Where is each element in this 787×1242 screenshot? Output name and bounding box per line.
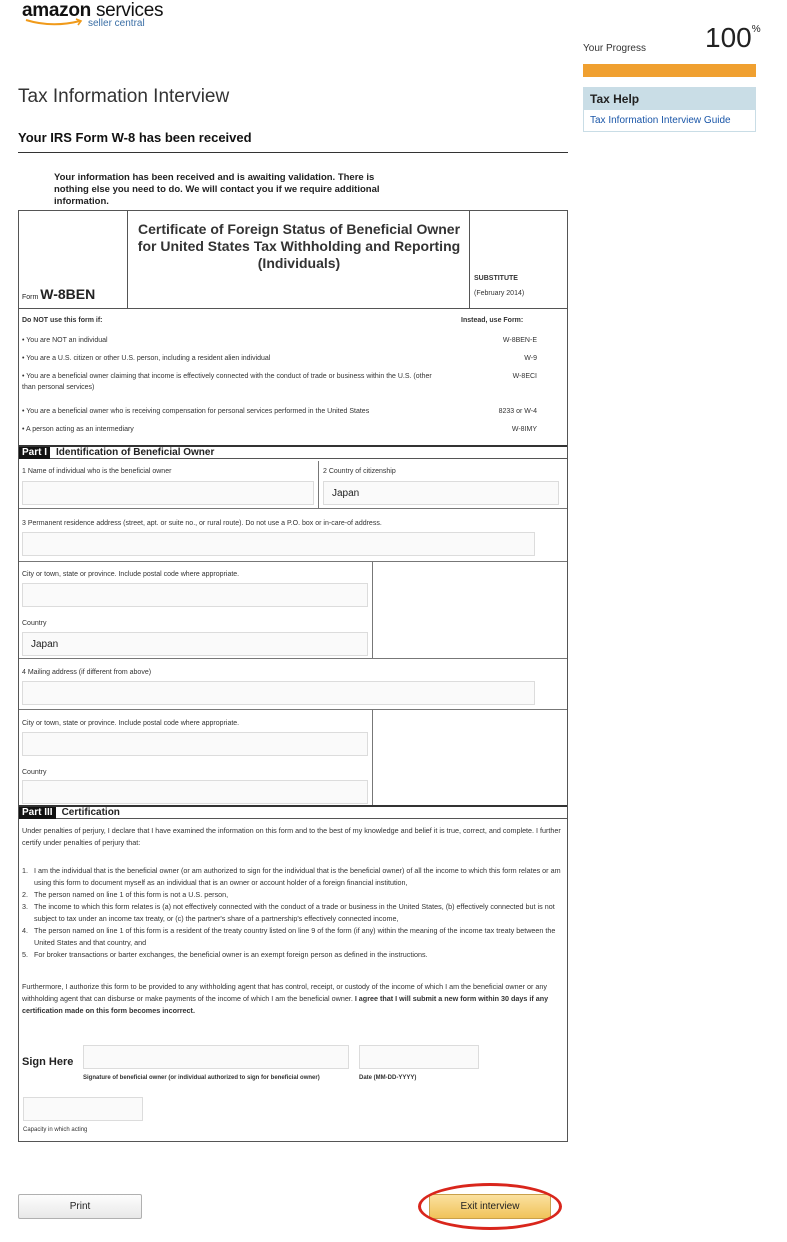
certification-authorization: Furthermore, I authorize this form to be provided to any withholding agent that has control, receipt, or custody of the income of which I am the beneficial owner or any withholding agent that can disburse or make payments of the income of which I am the beneficial owner. I agree that I will submit a new form within 30 days if any certification made on this form becomes incorrect. [22,982,549,1015]
form-id: Form W-8BEN [22,286,96,302]
certification-item: 5. For broker transactions or barter exchanges, the beneficial owner is an exempt foreign person as defined in the instructions. [22,950,428,959]
divider [18,152,568,153]
progress-bar [583,64,756,77]
logo-services: services [95,0,164,21]
section-residence-city [19,562,567,659]
form-date: (February 2014) [474,290,525,297]
smile-icon [22,18,88,28]
print-button[interactable]: Print [18,1194,142,1219]
certification-item: 3. The income to which this form relates is (a) not effectively connected with the conduct of a trade or business in the United States, (b) effectively connected but is not subject to tax under an income tax treaty, or (c) the partner's share of a partnership's effectively connected income, [22,902,555,923]
name-label: 1 Name of individual who is the beneficial owner [22,468,172,475]
certification-item: 1. I am the individual that is the beneficial owner (or am authorized to sign for the individual that is the beneficial owner) of all the income to which this form relates or am using this form to document myself as an individual that is an owner or account holder of a foreign financial institution, [22,866,561,887]
page-title: Tax Information Interview [18,86,230,107]
exit-interview-button[interactable]: Exit interview [429,1194,551,1219]
progress-bar-fill [583,64,756,77]
progress-percent: 100% [705,22,761,53]
city-field[interactable] [22,583,368,607]
country-label: Country [22,620,47,627]
tax-help-title: Tax Help [584,88,755,110]
form-received-heading: Your IRS Form W-8 has been received [18,130,252,145]
form-title: Certificate of Foreign Status of Beneficial Owner for United States Tax Withholding and Reporting (Individuals) [137,221,461,271]
progress-label: Your Progress [583,43,646,54]
sign-here-label: Sign Here [22,1056,74,1068]
signature-field[interactable] [83,1045,349,1069]
tax-help-panel [583,87,756,132]
logo-subtitle: seller central [88,18,145,29]
section-mailing-city [19,710,567,806]
country-field[interactable]: Japan [22,632,368,656]
logo-brand: amazon [22,0,91,21]
certification-item: 2. The person named on line 1 of this form is not a U.S. person, [22,890,229,899]
citizenship-label: 2 Country of citizenship [323,468,396,475]
section-name-citizenship [19,461,567,509]
city-label: City or town, state or province. Include postal code where appropriate. [22,571,240,578]
capacity-label: Capacity in which acting [23,1127,88,1133]
signature-label: Signature of beneficial owner (or individual authorized to sign for beneficial owner) [83,1075,320,1081]
mailing-country-field[interactable] [22,780,368,804]
country-label: Country [22,769,47,776]
substitute-label: SUBSTITUTE [474,275,518,282]
name-field[interactable] [22,481,314,505]
city-label: City or town, state or province. Include postal code where appropriate. [22,720,240,727]
part-1-header: Part I Identification of Beneficial Owner [19,445,567,459]
certification-item: 4. The person named on line 1 of this form is a resident of the treaty country listed on line 9 of the form (if any) within the meaning of the income tax treaty between the United States and that country, and [22,926,556,947]
amazon-services-logo [22,0,164,29]
capacity-field[interactable] [23,1097,143,1121]
mailing-address-field[interactable] [22,681,535,705]
mailing-city-field[interactable] [22,732,368,756]
citizenship-field[interactable]: Japan [323,481,559,505]
do-not-use-heading: Do NOT use this form if: [22,317,103,324]
residence-address-field[interactable] [22,532,535,556]
form-header [19,211,567,309]
date-label: Date (MM-DD-YYYY) [359,1075,417,1081]
date-field[interactable] [359,1045,479,1069]
instead-use-heading: Instead, use Form: [461,317,524,324]
status-message: Your information has been received and is awaiting validation. There is nothing else you need to do. We will contact you if we require additional information. [54,172,380,207]
section-residence-address [19,509,567,562]
section-mailing-address [19,659,567,710]
w8ben-form: Form W-8BEN Certificate of Foreign Status of Beneficial Owner for United States Tax Withholding and Reporting (Individuals) SUBSTITUTE (February 2014) Do NOT use this form if: Instead, use Form: • You are NOT an individual W-8BEN-E • You are a U.S. citizen or other U.S. person, including a resident alien individual W-9 • You are a beneficial owner claiming that income is effectively connected with the conduct of trade or business within the U.S. (other than personal services) W-8ECI • You are a beneficial owner who is receiving compensation for personal services performed in the United States 8233 or W-4 • A person acting as an intermediary W-8IMY Part I Identification of Beneficial Owner 1 Name of individual who is the beneficial owner 2 Country of citizenship Japan 3 Permanent residence address (street, apt. or suite no., or rural route). Do not use a P.O. box or in-care-of address. City or town, state or province. Include postal code where appropriate. Country Japan 4 Mailing address (if different from above) City or town, state or province. Include postal code where appropriate. Country Part III Certification Under penalties of perjury, I declare that I have examined the information on this form and to the best of my knowledge and belief it is true, correct, and complete. I further certify under penalties of perjury that: 1. I am the individual that is the beneficial owner (or am authorized to sign for the individual that is the beneficial owner) of all the income to which this form relates or am using this form to document myself as an individual that is an owner or account holder of a foreign financial institution, 2. The person named on line 1 of this form is not a U.S. person, 3. The income to which this form relates is (a) not effectively connected with the conduct of a trade or business in the United States, (b) effectively connected but is not subject to tax under an income tax treaty, or (c) the partner's share of a partnership's effectively connected income, 4. The person named on line 1 of this form is a resident of the treaty country listed on line 9 of the form (if any) within the meaning of the income tax treaty between the United States and that country, and 5. For broker transactions or barter exchanges, the beneficial owner is an exempt foreign person as defined in the instructions. Furthermore, I authorize this form to be provided to any withholding agent that has control, receipt, or custody of the income of which I am the beneficial owner or any withholding agent that can disburse or make payments of the income of which I am the beneficial owner. I agree that I will submit a new form within 30 days if any certification made on this form becomes incorrect. Sign Here Signature of beneficial owner (or individual authorized to sign for beneficial owner) Date (MM-DD-YYYY) Capacity in which acting [18,210,568,1142]
certification-intro: Under penalties of perjury, I declare that I have examined the information on this form and to the best of my knowledge and belief it is true, correct, and complete. I further certify under penalties of perjury that: [22,826,561,847]
mailing-address-label: 4 Mailing address (if different from above) [22,669,152,676]
tax-interview-guide-link[interactable]: Tax Information Interview Guide [590,115,731,126]
residence-address-label: 3 Permanent residence address (street, apt. or suite no., or rural route). Do not use a P.O. box or in-care-of address. [22,520,382,527]
part-3-header: Part III Certification [19,805,567,819]
